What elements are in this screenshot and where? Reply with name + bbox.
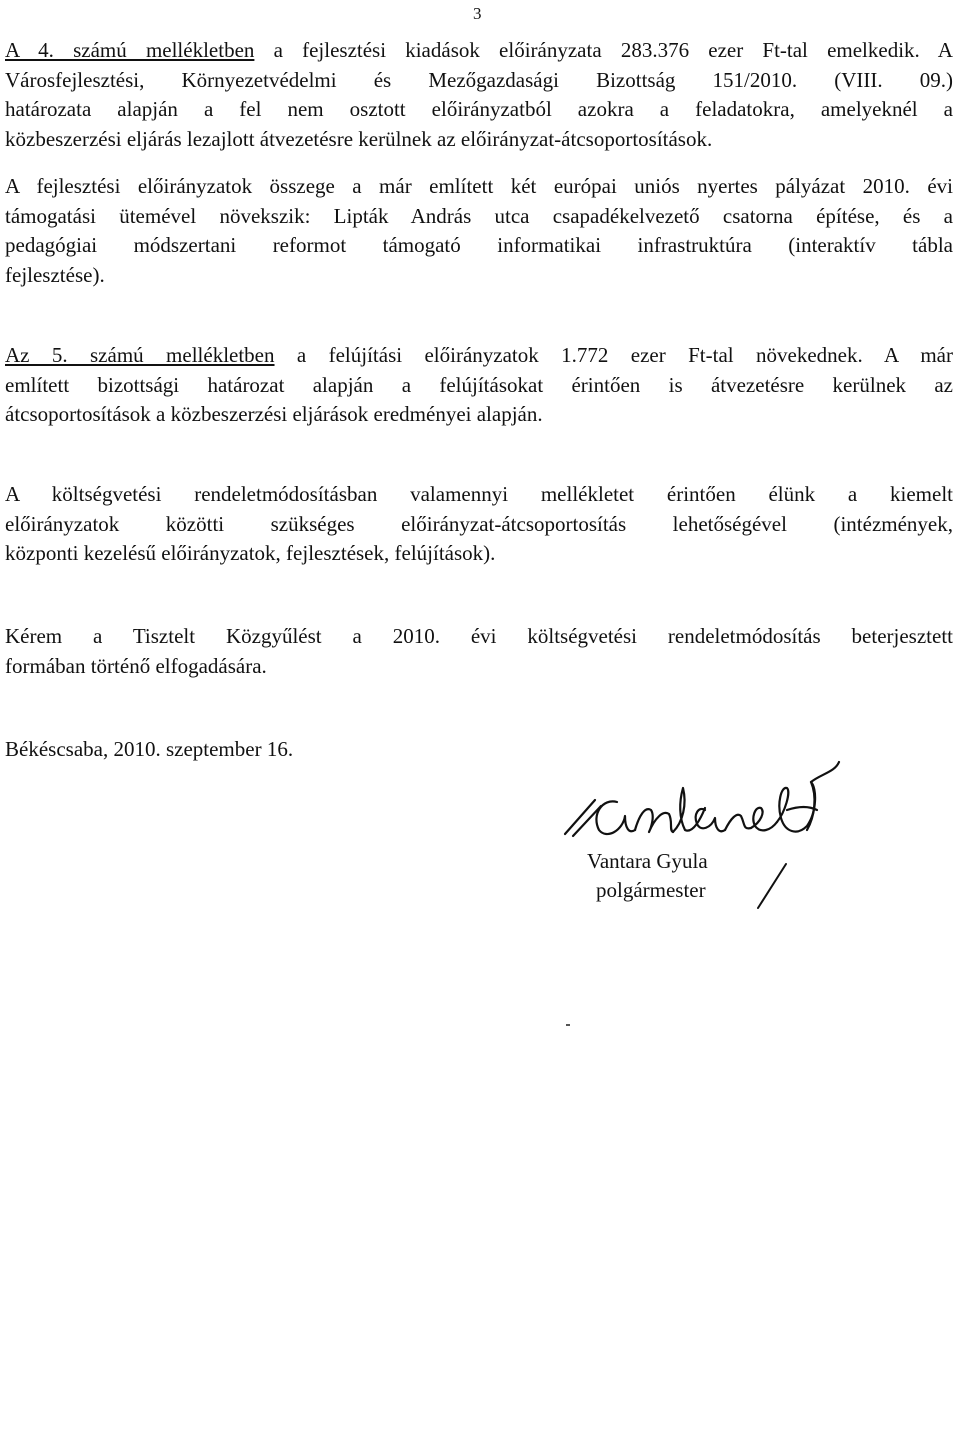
signer-name: Vantara Gyula bbox=[587, 849, 708, 873]
paragraph-line: formában történő elfogadására. bbox=[5, 653, 267, 678]
place-and-date: Békéscsaba, 2010. szeptember 16. bbox=[5, 737, 294, 761]
paragraph-line: említett bizottsági határozat alapján a felújításokat érintően is átvezetésre kerülnek az bbox=[5, 372, 953, 397]
paragraph-line: közbeszerzési eljárás lezajlott átvezetésre kerülnek az előirányzat-átcsoportosítások. bbox=[5, 126, 713, 151]
paragraph-line: pedagógiai módszertani reformot támogató informatikai infrastruktúra (interaktív tábla bbox=[5, 233, 953, 257]
paragraph-line: A fejlesztési előirányzatok összege a már említett két európai uniós nyertes pályázat 2010. évi bbox=[5, 174, 953, 198]
paragraph-text: a felújítási előirányzatok 1.772 ezer Ft-tal növekednek. A már bbox=[274, 343, 953, 367]
paragraph-line: központi kezelésű előirányzatok, fejlesztések, felújítások). bbox=[5, 541, 496, 565]
paragraph-line: A költségvetési rendeletmódosításban valamennyi mellékletet érintően élünk a kiemelt bbox=[5, 482, 953, 506]
paragraph-request bbox=[5, 622, 953, 681]
paragraph-annex-4 bbox=[5, 36, 953, 154]
paragraph-line: átcsoportosítások a közbeszerzési eljárások eredményei alapján. bbox=[5, 402, 543, 426]
handwritten-signature bbox=[555, 752, 855, 862]
paragraph-development-appropriations bbox=[5, 172, 953, 290]
paragraph-budget-amendment bbox=[5, 480, 953, 569]
paragraph-annex-5 bbox=[5, 341, 953, 430]
paragraph-line: fejlesztése). bbox=[5, 262, 105, 287]
paragraph-line: előirányzatok közötti szükséges előirányzat-átcsoportosítás lehetőségével (intézmények, bbox=[5, 511, 953, 536]
paragraph-line: Városfejlesztési, Környezetvédelmi és Mezőgazdasági Bizottság 151/2010. (VIII. 09.) bbox=[5, 67, 953, 92]
page-number: 3 bbox=[473, 4, 482, 23]
paragraph-line: határozata alapján a fel nem osztott előirányzatból azokra a feladatokra, amelyeknél a bbox=[5, 97, 953, 121]
annex-5-reference: Az 5. számú mellékletben bbox=[5, 343, 275, 367]
stray-mark bbox=[566, 1024, 570, 1026]
paragraph-line bbox=[5, 36, 953, 66]
annex-4-reference: A 4. számú mellékletben bbox=[5, 38, 255, 62]
signature-stroke bbox=[752, 862, 792, 912]
signer-title: polgármester bbox=[596, 878, 706, 902]
paragraph-line: Kérem a Tisztelt Közgyűlést a 2010. évi költségvetési rendeletmódosítás beterjesztett bbox=[5, 624, 953, 648]
paragraph-line bbox=[5, 341, 953, 371]
paragraph-text: a fejlesztési kiadások előirányzata 283.376 ezer Ft-tal emelkedik. A bbox=[254, 38, 953, 62]
paragraph-line: támogatási ütemével növekszik: Lipták András utca csapadékelvezető csatorna építése, és a bbox=[5, 203, 953, 228]
